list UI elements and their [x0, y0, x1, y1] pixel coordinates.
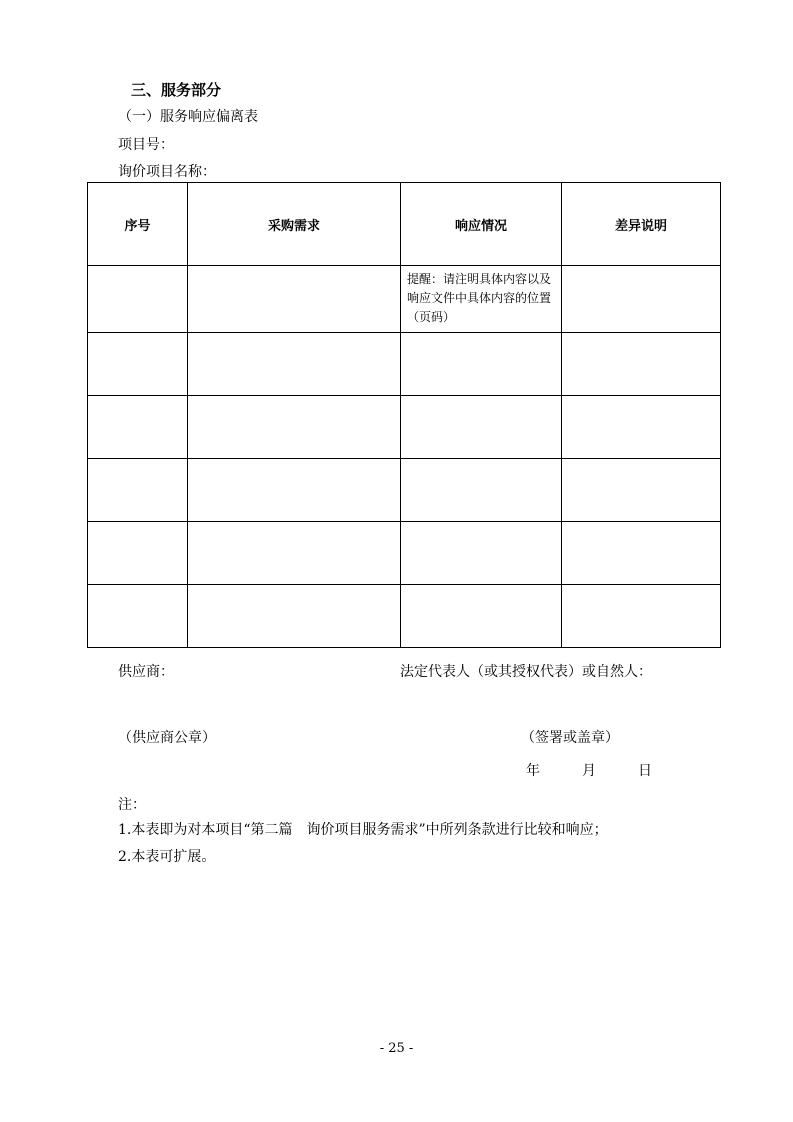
table-row [88, 522, 721, 585]
supplier-seal-label: （供应商公章） [118, 730, 216, 746]
project-name-label: 询价项目名称： [118, 164, 216, 180]
table-cell[interactable] [188, 459, 401, 522]
table-cell[interactable] [401, 396, 562, 459]
table-cell[interactable] [88, 459, 188, 522]
signature-seal-label: （签署或盖章） [521, 730, 619, 746]
section-title: 三、服务部分 [131, 81, 222, 99]
note-item-2: 2.本表可扩展。 [118, 849, 216, 865]
table-cell[interactable] [401, 333, 562, 396]
table-cell[interactable] [88, 396, 188, 459]
table-header-row [88, 183, 721, 266]
table-cell[interactable] [401, 585, 562, 648]
table-cell[interactable] [562, 459, 721, 522]
reminder-note[interactable]: 提醒：请注明具体内容以及响应文件中具体内容的位置（页码） [401, 266, 562, 333]
header-procurement-requirement: 采购需求 [188, 183, 401, 266]
table-cell[interactable] [401, 522, 562, 585]
table-cell[interactable] [562, 522, 721, 585]
table-cell[interactable] [188, 585, 401, 648]
table-cell[interactable] [562, 333, 721, 396]
table-cell[interactable] [88, 266, 188, 333]
table-cell[interactable] [188, 396, 401, 459]
table-cell[interactable] [188, 333, 401, 396]
table-row [88, 585, 721, 648]
table-cell[interactable] [562, 266, 721, 333]
date-day-label: 日 [638, 763, 652, 779]
table-row [88, 333, 721, 396]
header-response-status: 响应情况 [401, 183, 562, 266]
page-number: - 25 - [379, 1041, 414, 1056]
table-cell[interactable] [188, 266, 401, 333]
supplier-label: 供应商： [118, 664, 174, 680]
notes-heading: 注： [118, 797, 146, 813]
table-row [88, 459, 721, 522]
table-cell[interactable] [562, 396, 721, 459]
table-cell[interactable] [562, 585, 721, 648]
header-deviation-explanation: 差异说明 [562, 183, 721, 266]
table-row [88, 266, 721, 333]
header-serial-number: 序号 [88, 183, 188, 266]
table-row [88, 396, 721, 459]
deviation-table [87, 182, 721, 648]
table-cell[interactable] [188, 522, 401, 585]
date-month-label: 月 [582, 763, 596, 779]
date-year-label: 年 [526, 763, 540, 779]
project-number-label: 项目号： [118, 137, 174, 153]
table-title: （一）服务响应偏离表 [118, 109, 258, 125]
note-item-1: 1.本表即为对本项目“第二篇 询价项目服务需求”中所列条款进行比较和响应； [118, 822, 608, 838]
legal-representative-label: 法定代表人（或其授权代表）或自然人： [400, 664, 652, 680]
table-cell[interactable] [88, 333, 188, 396]
table-cell[interactable] [88, 585, 188, 648]
table-cell[interactable] [401, 459, 562, 522]
table-cell[interactable] [88, 522, 188, 585]
